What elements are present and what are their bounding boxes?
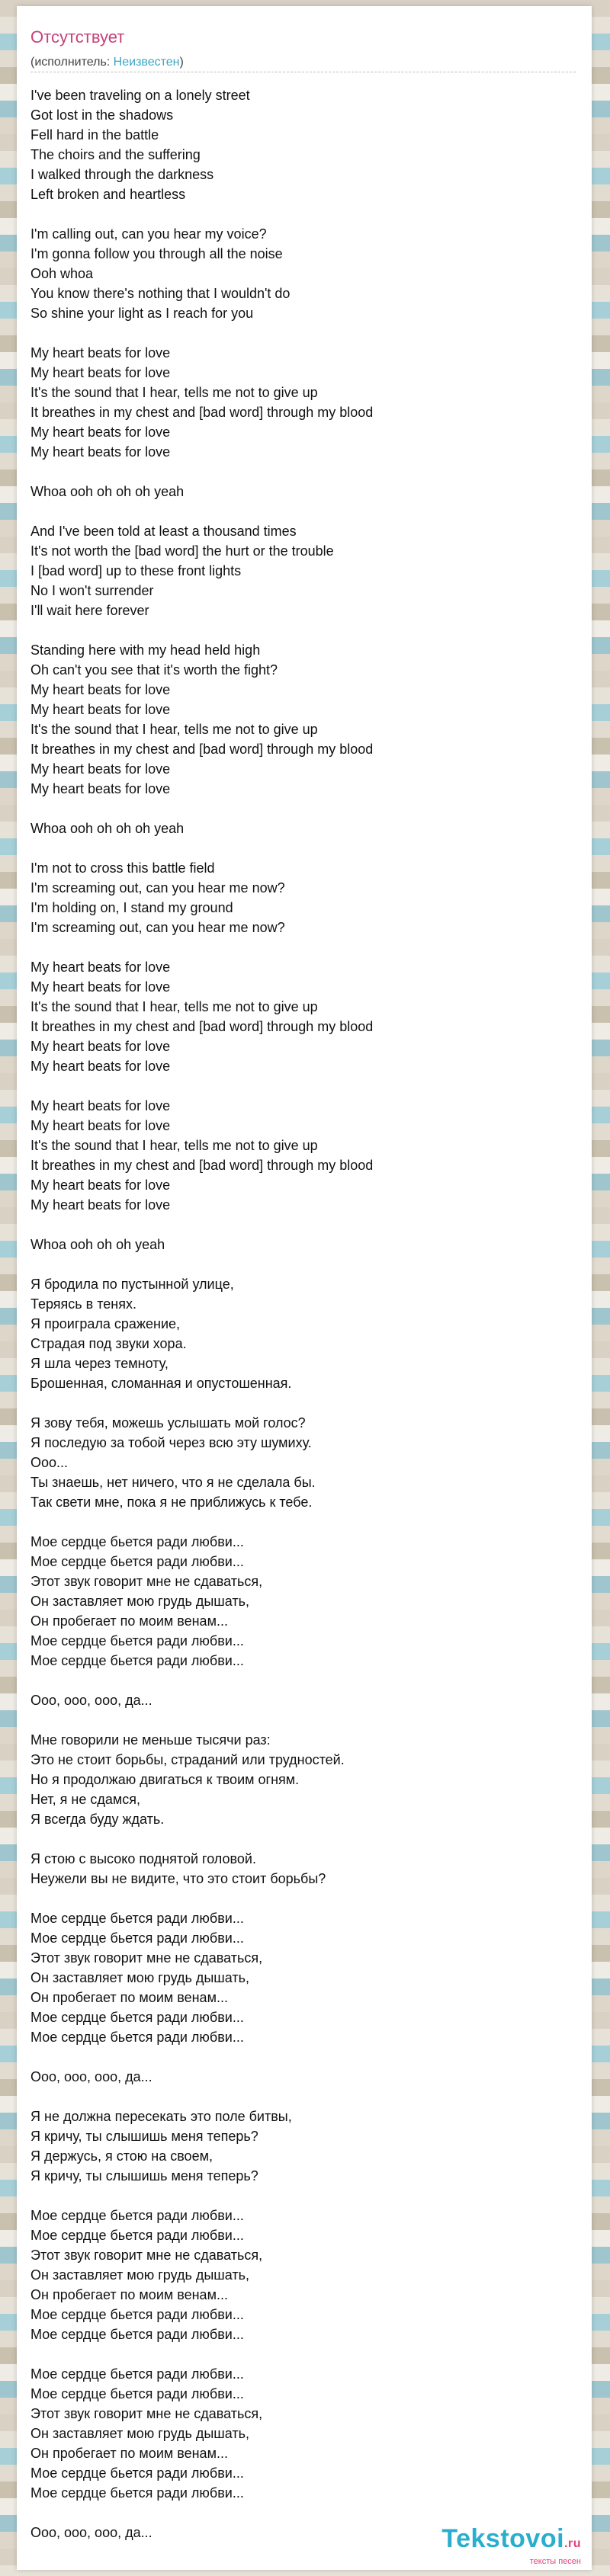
lyrics-stanza	[30, 2206, 580, 2344]
lyrics-line: Мое сердце бьется ради любви...	[30, 1653, 244, 1668]
lyrics-line: Этот звук говорит мне не сдаваться,	[30, 1950, 263, 1966]
lyrics-stanza	[30, 1849, 580, 1889]
lyrics-line: Мое сердце бьется ради любви...	[30, 2010, 244, 2025]
lyrics-line: My heart beats for love	[30, 702, 171, 717]
lyrics-line: My heart beats for love	[30, 1098, 171, 1113]
lyrics-stanza	[30, 224, 580, 323]
lyrics-line: It breathes in my chest and [bad word] through my blood	[30, 1158, 374, 1173]
lyrics-stanza	[30, 957, 580, 1076]
lyrics-line: My heart beats for love	[30, 979, 171, 995]
lyrics-line: Whoa ooh oh oh oh yeah	[30, 821, 185, 836]
lyrics-line: I'm screaming out, can you hear me now?	[30, 920, 285, 935]
lyrics-line: Мое сердце бьется ради любви...	[30, 2327, 244, 2342]
lyrics-line: Standing here with my head held high	[30, 642, 261, 658]
artist-link[interactable]: Неизвестен	[113, 56, 180, 69]
lyrics-line: Left broken and heartless	[30, 187, 186, 202]
lyrics-line: Whoa ooh oh oh oh yeah	[30, 484, 185, 499]
lyrics-line: My heart beats for love	[30, 1197, 171, 1213]
lyrics-stanza	[30, 482, 580, 501]
lyrics-line: My heart beats for love	[30, 960, 171, 975]
lyrics-line: It's not worth the [bad word] the hurt or the trouble	[30, 543, 334, 559]
lyrics-line: Мое сердце бьется ради любви...	[30, 2030, 244, 2045]
lyrics-line: My heart beats for love	[30, 1059, 171, 1074]
lyrics-line: I'm not to cross this battle field	[30, 860, 215, 876]
lyrics-stanza	[30, 1730, 580, 1829]
lyrics-line: Я кричу, ты слышишь меня теперь?	[30, 2129, 258, 2144]
lyrics-stanza	[30, 343, 580, 462]
lyrics-line: Oh can't you see that it's worth the fight?	[30, 662, 278, 678]
lyrics-stanza	[30, 1532, 580, 1671]
lyrics-line: Мое сердце бьется ради любви...	[30, 1534, 244, 1549]
lyrics-stanza	[30, 1274, 580, 1393]
lyrics-line: Мое сердце бьется ради любви...	[30, 1633, 244, 1648]
lyrics-line: I'll wait here forever	[30, 603, 149, 618]
lyrics-line: Он заставляет мою грудь дышать,	[30, 1970, 249, 1985]
lyrics-line: Я зову тебя, можешь услышать мой голос?	[30, 1415, 306, 1431]
lyrics-line: I'm gonna follow you through all the noise	[30, 246, 283, 261]
lyrics-line: I'm holding on, I stand my ground	[30, 900, 233, 915]
lyrics-line: And I've been told at least a thousand times	[30, 524, 297, 539]
logo-tld: .ru	[564, 2537, 581, 2550]
lyrics-line: Ооо, ооо, ооо, да...	[30, 1693, 152, 1708]
lyrics-line: Страдая под звуки хора.	[30, 1336, 187, 1351]
artist-suffix: )	[179, 56, 184, 69]
lyrics-line: Я бродила по пустынной улице,	[30, 1277, 234, 1292]
site-logo[interactable]	[441, 2524, 581, 2566]
lyrics-line: It breathes in my chest and [bad word] through my blood	[30, 1019, 374, 1034]
lyrics-line: Я кричу, ты слышишь меня теперь?	[30, 2168, 258, 2184]
lyrics-line: Мое сердце бьется ради любви...	[30, 2307, 244, 2322]
lyrics-line: Он заставляет мою грудь дышать,	[30, 1594, 249, 1609]
lyrics-line: My heart beats for love	[30, 425, 171, 440]
lyrics-line: My heart beats for love	[30, 1039, 171, 1054]
lyrics-line: Fell hard in the battle	[30, 127, 159, 143]
lyrics-line: Неужели вы не видите, что это стоит борьбы?	[30, 1871, 326, 1886]
lyrics-stanza	[30, 1235, 580, 1254]
lyrics-stanza	[30, 85, 580, 204]
lyrics-stanza	[30, 1096, 580, 1215]
lyrics-line: I [bad word] up to these front lights	[30, 563, 242, 578]
logo-tagline: тексты песен	[529, 2557, 581, 2566]
lyrics-stanza	[30, 1690, 580, 1710]
lyrics-line: My heart beats for love	[30, 682, 171, 697]
lyrics-stanza	[30, 2067, 580, 2087]
lyrics-line: My heart beats for love	[30, 365, 171, 380]
lyrics-line: It's the sound that I hear, tells me not to give up	[30, 722, 318, 737]
artist-prefix: (исполнитель:	[30, 56, 114, 69]
lyrics-line: Ооо, ооо, ооо, да...	[30, 2525, 152, 2540]
lyrics-line: I walked through the darkness	[30, 167, 214, 182]
lyrics-line: Мое сердце бьется ради любви...	[30, 2208, 244, 2223]
lyrics-line: My heart beats for love	[30, 781, 171, 796]
artist-line	[30, 55, 576, 72]
lyrics-line: Он пробегает по моим венам...	[30, 1613, 228, 1629]
song-title: Отсутствует	[30, 27, 125, 46]
lyrics-line: My heart beats for love	[30, 345, 171, 360]
lyrics-line: Этот звук говорит мне не сдаваться,	[30, 2406, 263, 2421]
lyrics-line: Мое сердце бьется ради любви...	[30, 2366, 244, 2382]
lyrics-line: I'm calling out, can you hear my voice?	[30, 226, 267, 242]
lyrics-stanza	[30, 2107, 580, 2186]
lyrics-stanza	[30, 819, 580, 838]
lyrics-line: I'm screaming out, can you hear me now?	[30, 880, 285, 896]
lyrics-line: I've been traveling on a lonely street	[30, 88, 250, 103]
lyrics-line: Я всегда буду ждать.	[30, 1812, 165, 1827]
lyrics-line: Ooh whoa	[30, 266, 94, 281]
lyrics-line: Но я продолжаю двигаться к твоим огням.	[30, 1772, 300, 1787]
lyrics-line: Он заставляет мою грудь дышать,	[30, 2267, 249, 2283]
lyrics-line: Он пробегает по моим венам...	[30, 2446, 228, 2461]
lyrics-stanza	[30, 640, 580, 799]
logo-wordmark	[441, 2524, 581, 2558]
lyrics-line: Это не стоит борьбы, страданий или трудностей.	[30, 1752, 345, 1767]
lyrics-line: Он пробегает по моим венам...	[30, 2287, 228, 2302]
lyrics-line: The choirs and the suffering	[30, 147, 201, 162]
lyrics-stanza	[30, 1908, 580, 2047]
lyrics-line: Я проиграла сражение,	[30, 1316, 181, 1331]
lyrics-stanza	[30, 2364, 580, 2503]
lyrics-line: Мое сердце бьется ради любви...	[30, 2485, 244, 2501]
lyrics-line: It's the sound that I hear, tells me not to give up	[30, 1138, 318, 1153]
lyrics-line: Так свети мне, пока я не приближусь к тебе.	[30, 1495, 313, 1510]
lyrics-line: Whoa ooh oh oh yeah	[30, 1237, 165, 1252]
lyrics-line: My heart beats for love	[30, 444, 171, 460]
lyrics-line: You know there's nothing that I wouldn't do	[30, 286, 291, 301]
lyrics-line: My heart beats for love	[30, 1177, 171, 1193]
lyrics-line: Мое сердце бьется ради любви...	[30, 2228, 244, 2243]
lyrics-line: Я шла через темноту,	[30, 1356, 169, 1371]
lyrics-line: Мое сердце бьется ради любви...	[30, 1930, 244, 1946]
lyrics-line: Ооо...	[30, 1455, 69, 1470]
lyrics-line: Я держусь, я стою на своем,	[30, 2148, 213, 2164]
lyrics-line: No I won't surrender	[30, 583, 154, 598]
lyrics-line: Ооо, ооо, ооо, да...	[30, 2069, 152, 2084]
lyrics-line: It's the sound that I hear, tells me not to give up	[30, 999, 318, 1014]
lyrics-line: So shine your light as I reach for you	[30, 306, 254, 321]
lyrics-line: Мне говорили не меньше тысячи раз:	[30, 1732, 271, 1748]
lyrics-line: Я не должна пересекать это поле битвы,	[30, 2109, 292, 2124]
lyrics-line: Этот звук говорит мне не сдаваться,	[30, 1574, 263, 1589]
lyrics-line: Мое сердце бьется ради любви...	[30, 2386, 244, 2401]
lyrics-line: Теряясь в тенях.	[30, 1296, 136, 1312]
lyrics-line: Я последую за тобой через всю эту шумиху.	[30, 1435, 312, 1450]
lyrics-line: Нет, я не сдамся,	[30, 1792, 140, 1807]
lyrics-line: It breathes in my chest and [bad word] through my blood	[30, 405, 374, 420]
lyrics-stanza	[30, 521, 580, 620]
lyrics-text	[30, 85, 580, 2562]
logo-name: Tekstovoi	[441, 2524, 565, 2553]
lyrics-line: Этот звук говорит мне не сдаваться,	[30, 2248, 263, 2263]
lyrics-line: It's the sound that I hear, tells me not to give up	[30, 385, 318, 400]
lyrics-line: Я стою с высоко поднятой головой.	[30, 1851, 256, 1866]
lyrics-line: Ты знаешь, нет ничего, что я не сделала бы.	[30, 1475, 316, 1490]
lyrics-line: My heart beats for love	[30, 1118, 171, 1133]
lyrics-line: Брошенная, сломанная и опустошенная.	[30, 1376, 292, 1391]
lyrics-line: Мое сердце бьется ради любви...	[30, 2465, 244, 2481]
lyrics-line: Мое сердце бьется ради любви...	[30, 1911, 244, 1926]
lyrics-line: Он пробегает по моим венам...	[30, 1990, 228, 2005]
lyrics-card	[17, 6, 592, 2570]
lyrics-stanza	[30, 858, 580, 937]
lyrics-line: My heart beats for love	[30, 761, 171, 777]
lyrics-line: Got lost in the shadows	[30, 107, 174, 123]
lyrics-line: Мое сердце бьется ради любви...	[30, 1554, 244, 1569]
lyrics-line: Он заставляет мою грудь дышать,	[30, 2426, 249, 2441]
lyrics-line: It breathes in my chest and [bad word] through my blood	[30, 742, 374, 757]
lyrics-stanza	[30, 1413, 580, 1512]
